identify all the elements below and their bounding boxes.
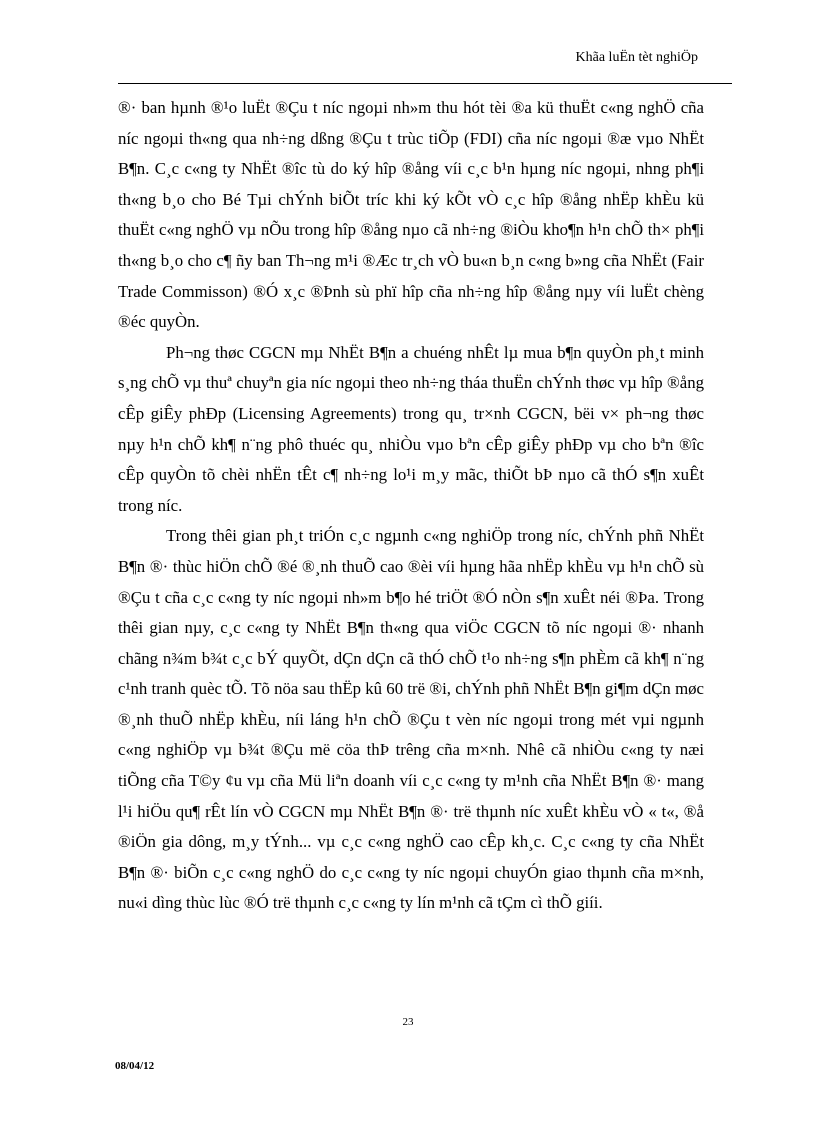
page-number: 23 [402,1016,414,1028]
header-rule [118,83,732,84]
paragraph-3: Trong thêi gian ph¸t triÓn c¸c ngµnh c«ng nghiÖp trong níc, chÝnh phñ NhËt B¶n ®· thùc hiÖn chÕ ®é ®¸nh thuÕ cao ®èi víi hµng hãa nhËp khÈu vµ h¹n chÕ sù ®Çu t cña c¸c c«ng ty níc ngoµi nh»m b¶o hé triÖt ®Ó nÒn s¶n xuÊt néi ®Þa. Trong thêi gian nµy, c¸c c«ng ty NhËt B¶n th«ng qua viÖc CGCN tõ níc ngoµi ®· nhanh chãng n¾m b¾t c¸c bÝ quyÕt, dÇn dÇn cã thÓ chÕ t¹o nh÷ng s¶n phÈm cã kh¶ n¨ng c¹nh tranh quèc tÕ. Tõ nöa sau thËp kû 60 trë ®i, chÝnh phñ NhËt B¶n gi¶m dÇn møc ®¸nh thuÕ nhËp khÈu, níi láng h¹n chÕ ®Çu t vèn níc ngoµi trong mét vµi ngµnh c«ng nghiÖp vµ b¾t ®Çu më cöa thÞ trêng cña m×nh. Nhê cã nhiÒu c«ng ty næi tiÕng cña T©y ¢u vµ cña Mü liªn doanh víi c¸c c«ng ty m¹nh cña NhËt B¶n ®· mang l¹i hiÖu qu¶ rÊt lín vÒ CGCN mµ NhËt B¶n ®· trë thµnh níc xuÊt khÈu vÒ « t«, ®å ®iÖn gia dông, m¸y tÝnh... vµ c¸c c«ng nghÖ cao cÊp kh¸c. C¸c c«ng ty cña NhËt B¶n ®· biÕn c¸c c«ng nghÖ do c¸c c«ng ty níc ngoµi chuyÓn giao thµnh cña m×nh, nu«i dìng thùc lùc ®Ó trë thµnh c¸c c«ng ty lín m¹nh cã tÇm cì thÕ giíi. [118,526,704,913]
document-body [118,93,704,919]
running-header-title: Khãa luËn tèt nghiÖp [575,50,698,65]
footer-date: 08/04/12 [115,1060,155,1072]
paragraph-2: Ph¬ng thøc CGCN mµ NhËt B¶n a chuéng nhÊt lµ mua b¶n quyÒn ph¸t minh s¸ng chÕ vµ thuª chuyªn gia níc ngoµi theo nh÷ng tháa thuËn chÝnh thøc vµ hîp ®ång cÊp giÊy phÐp (Licensing Agreements) trong qu¸ tr×nh CGCN, bëi v× ph¬ng thøc nµy h¹n chÕ kh¶ n¨ng phô thuéc qu¸ nhiÒu vµo bªn cÊp giÊy phÐp vµ cho bªn ®îc cÊp quyÒn tõ chèi nhËn tÊt c¶ nh÷ng lo¹i m¸y mãc, thiÕt bÞ nµo cã thÓ s¶n xuÊt trong níc. [118,342,704,515]
paragraph-1: ®· ban hµnh ®¹o luËt ®Çu t níc ngoµi nh»m thu hót tèi ®a kü thuËt c«ng nghÖ cña níc ngoµi th«ng qua nh÷ng dßng ®Çu t trùc tiÕp (FDI) cña níc ngoµi ®æ vµo NhËt B¶n. C¸c c«ng ty NhËt ®îc tù do ký hîp ®ång víi c¸c b¹n hµng níc ngoµi, nhng ph¶i th«ng b¸o cho Bé Tµi chÝnh biÕt tríc khi ký kÕt vÒ c¸c hîp ®ång nhËp khÈu kü thuËt c«ng nghÖ vµ nÕu trong hîp ®ång nµo cã nh÷ng ®iÒu kho¶n h¹n chÕ th× ph¶i th«ng b¸o cho c¶ ñy ban Th¬ng m¹i ®Æc tr¸ch vÒ bu«n b¸n c«ng b»ng cña NhËt (Fair Trade Commisson) ®Ó x¸c ®Þnh sù phï hîp cña nh÷ng hîp ®ång nµy víi luËt chèng ®éc quyÒn. [118,98,704,332]
